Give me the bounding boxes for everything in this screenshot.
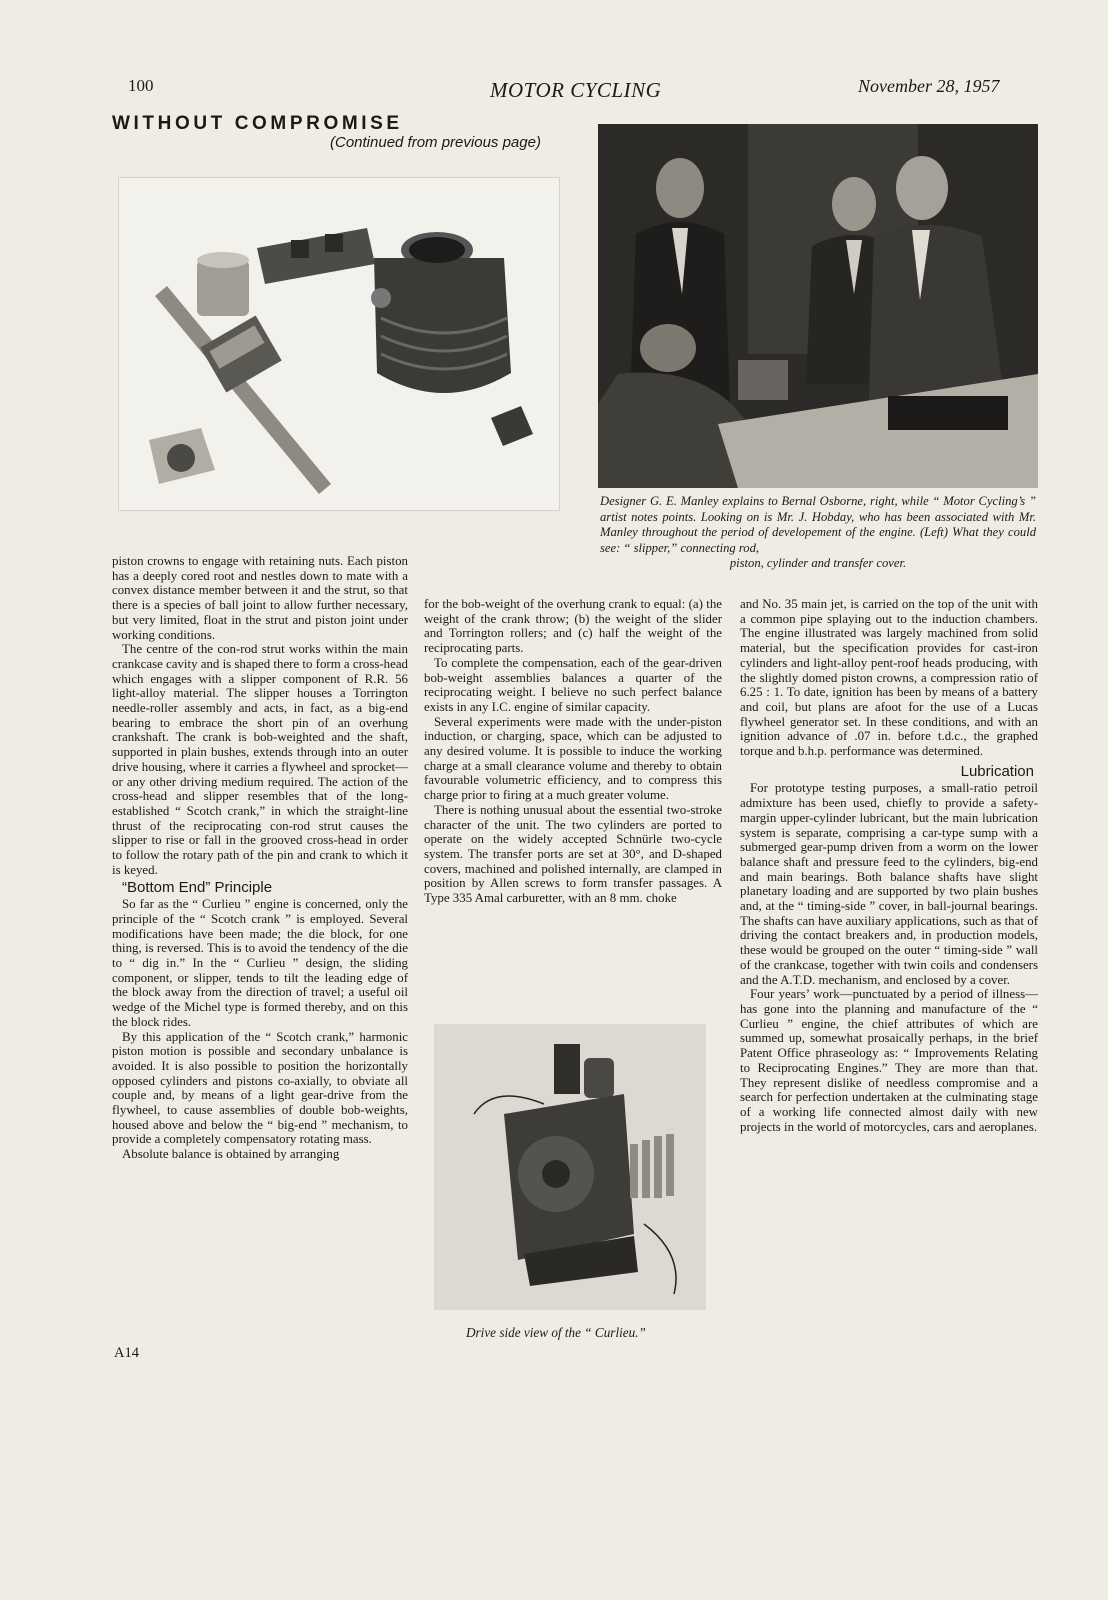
page-number: 100 [128,76,154,95]
cylinder-drawing [371,232,511,393]
section-heading: “Bottom End” Principle [122,879,273,897]
paragraph: piston crowns to engage with retaining nuts. Each piston has a deeply cored root and nestles down to mate with a convex distance member between it and the strut, so that there is a species of ball joint to allow further necessary, but very limited, float in the strut and piston joint under working conditions. [112,554,408,642]
paragraph: for the bob-weight of the overhung crank to equal: (a) the weight of the crank throw; (b) the weight of the slider and Torrington rollers; and (c) half the weight of the reciprocating parts. [424,597,722,656]
paragraph: The centre of the con-rod strut works within the main crankcase cavity and is shaped there to form a cross-head which engages with a slipper component of R.R. 56 light-alloy material. The slipper houses a Torrington needle-roller assembly and acts, in fact, as a big-end bearing to embrace the short pin of an overhung crankshaft. The crank is bob-weighted and the shaft, supported in plain bushes, extends through into an outer drive housing, where it carries a flywheel and sprocket—or any other driving medium required. The action of the cross-head and slipper resembles that of the long-established “ Scotch crank,” in which the straight-line thrust of the reciprocating con-rod strut causes the slipper to rise or fall in the grooved cross-head in order to follow the rotary path of the pin and crank to which it is keyed. [112,642,408,877]
piston-drawing [197,252,249,316]
section-heading-lubrication: Lubrication [960,762,1034,780]
folio-number: A14 [114,1345,139,1361]
text-column-3 [740,597,1038,1134]
paragraph: Four years’ work—punctuated by a period of illness—has gone into the planning and manufacture of the “ Curlieu ” engine, the chief attributes of which are summed up, somewhat prosaically perhaps, in the brief Patent Office phraseology as: “ Improvements Relating to Reciprocating Engines.” They are more than that. They represent dislike of needless compromise and a search for perfection undertaken at the culminating stage of a working life connected almost daily with new projects in the world of motorcycles, cars and aeroplanes. [740,987,1038,1134]
paragraph: and No. 35 main jet, is carried on the top of the unit with a common pipe splaying out to the induction chambers. The engine illustrated was largely machined from solid material, but the specification provides for cast-iron cylinders and light-alloy pent-roof heads producing, with the slightly domed piston crowns, a compression ratio of 6.25 : 1. To date, ignition has been by means of a battery and coil, but plans are afoot for the use of a Lucas flywheel generator set. In these conditions, and with an ignition advance of .07 in. before t.d.c., the graphed torque and b.h.p. performance was determined. [740,597,1038,759]
transfer-cover-drawing [257,228,375,284]
engine-parts-photo [118,177,560,511]
text-column-1 [112,554,408,1162]
group-photo-caption [600,494,1036,572]
paragraph: There is nothing unusual about the essential two-stroke character of the unit. The two cylinders are ported to operate on the widely accepted Schnürle two-cycle system. The transfer ports are set at 30°, and D-shaped covers, machined and polished internally, are clamped in position by Allen screws to form transfer passages. A Type 335 Amal carburetter, with an 8 mm. choke [424,802,722,906]
paragraph: To complete the compensation, each of the gear-driven bob-weight assemblies balances a quarter of the reciprocating weight. I believe no such perfect balance exists in any I.C. engine of similar capacity. [424,655,722,714]
caption-text-last: piston, cylinder and transfer cover. [729,556,907,571]
small-block-drawing [491,406,533,446]
paragraph: Several experiments were made with the under-piston induction, or charging, space, which can be adjusted to any desired volume. It is possible to induce the working charge at a small clearance volume and thereby to obtain favourable volumetric efficiency, and to compress this charge prior to firing at a much greater volume. [424,714,722,803]
engine-illustration [434,1024,706,1310]
article-title: WITHOUT COMPROMISE [112,113,403,134]
article-subtitle: (Continued from previous page) [330,134,541,151]
paragraph: So far as the “ Curlieu ” engine is concerned, only the principle of the “ Scotch crank ” is employed. Several modifications have been made; the die block, for one thing, is reversed. This is to avoid the tendency of the die to “ dig in.” In the “ Curlieu ” design, the sliding component, or slipper, tends to tilt the leading edge of the block away from the direction of travel; a useful oil wedge of the Michel type is formed thereby, and on this the block rides. [112,897,408,1029]
engine-drive-side-photo [434,1024,706,1310]
text-column-2 [424,597,722,906]
paragraph: By this application of the “ Scotch crank,” harmonic piston motion is possible and secondary unbalance is avoided. It is also possible to position the horizontally opposed cylinders and pistons co-axially, to obviate all couple and, by means of a light gear-drive from the flywheel, to cause assemblies of double bob-weights, housed above and below the “ big-end ” mechanism, to provide a completely compensatory rotating mass. [112,1029,408,1147]
paragraph: Absolute balance is obtained by arranging [122,1147,340,1162]
caption-text: Designer G. E. Manley explains to Bernal Osborne, right, while “ Motor Cycling’s ” artist notes points. Looking on is Mr. J. Hobday, who has been associated with Mr. Manley throughout the period of developement of the engine. (Left) What they could see: “ slipper,” connecting rod, [600,494,1036,555]
designers-group-photo [598,124,1038,488]
engine-parts-illustration [119,178,559,510]
masthead: MOTOR CYCLING [490,78,662,102]
group-photo-illustration [598,124,1038,488]
engine-photo-caption: Drive side view of the “ Curlieu.” [466,1325,646,1340]
slipper-drawing [149,428,215,484]
paragraph: For prototype testing purposes, a small-ratio petroil admixture has been used, chiefly to provide a safety-margin upper-cylinder lubricant, but the main lubrication system is separate, comprising a car-type sump with a submerged gear-pump driven from a worm on the lower balance shaft and pressure feed to the cylinders, big-end and main bearings. Both balance shafts have slight planetary loading and are supported by two plain bushes and, at the “ timing-side ” cover, in ball-journal bearings. The shafts can have auxiliary applications, such as that of driving the contact breakers and, in production models, these would be grouped on the outer “ timing-side ” wall of the crankcase, together with twin coils and condensers and the A.T.D. mechanism, and enclosed by a cover. [740,781,1038,987]
issue-date: November 28, 1957 [858,76,1000,96]
